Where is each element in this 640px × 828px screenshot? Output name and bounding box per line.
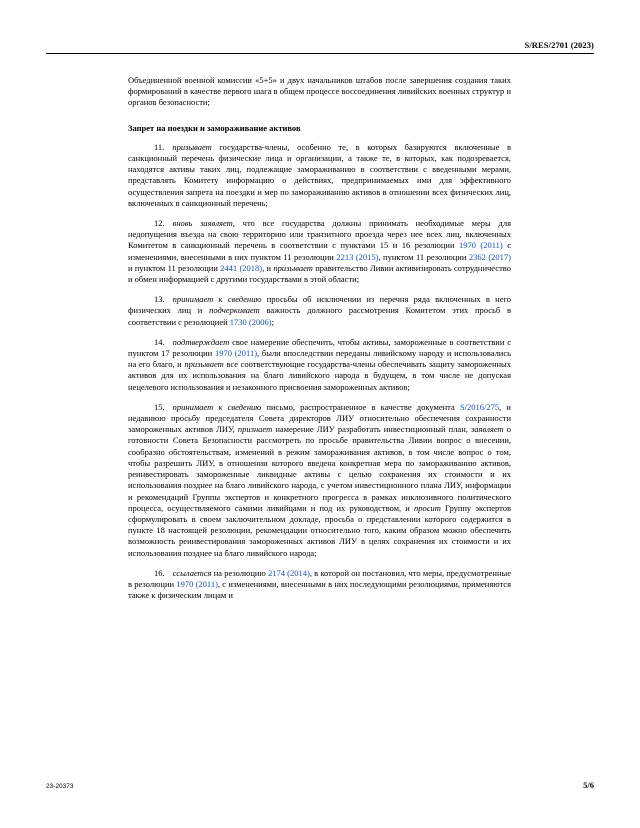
operative-verb: ссылается xyxy=(172,567,212,578)
document-body xyxy=(128,75,511,610)
document-link[interactable]: S/2016/275 xyxy=(459,401,500,412)
paragraph-number: 16. xyxy=(154,567,165,578)
operative-verb: призывает xyxy=(273,262,313,273)
resolution-link[interactable]: 1970 (2011) xyxy=(458,240,503,251)
operative-verb: призывает xyxy=(172,141,212,152)
operative-verb: принимает к сведению xyxy=(172,294,262,305)
paragraph-15: 15. принимает к сведению письмо, распространенное в качестве документа S/2016/275, и недавнюю просьбу председателя Совета директоров ЛИУ относительно обеспечения сохранности замороженных активов ЛИУ, признает намерение ЛИУ разработать инвестиционный план, заявляет о готовности Совета Безопасности рассмотреть по просьбе правительства Ливии вопрос о внесении, сообразно обстоятельствам, изменений в режим замораживания активов, в том числе вопрос о том, чтобы разрешить ЛИУ, в отношении которого введена конкретная мера по замораживанию активов, реинвестировать замороженные ликвидные активы с целью сохранения их стоимости и их использования позднее на благо ливийского народа, с учетом инвестиционного плана ЛИУ, информации и рекомендаций Группы экспертов и конкретного прогресса в рамках инклюзивного политического процесса, осуществляемого самими ливийцами и под их руководством, и просит Группу экспертов сформулировать в своем заключительном докладе, просьба о представлении которого содержится в пункте 18 настоящей резолюции, рекомендации относительно того, каким образом можно обеспечить возможность реинвестирования замороженных активов ЛИУ в целях сохранения их стоимости и их использования позднее на благо ливийского народа; xyxy=(128,401,512,558)
resolution-link[interactable]: 2174 (2014) xyxy=(268,567,310,578)
operative-verb: подчеркивает xyxy=(209,305,260,316)
resolution-link[interactable]: 1970 (2011) xyxy=(214,348,258,359)
operative-verb: вновь заявляет xyxy=(172,218,233,229)
resolution-link[interactable]: 2213 (2015) xyxy=(336,251,379,262)
paragraph-number: 13. xyxy=(154,294,165,305)
operative-verb: принимает к сведению xyxy=(172,401,262,412)
paragraph-14: 14. подтверждает свое намерение обеспечить, чтобы активы, замороженные в соответствии с пунктом 17 резолюции 1970 (2011), были впоследствии переданы ливийскому народу и использовались на его благо, и призывает все соответствующие государства-члены обеспечивать защиту замороженных активов для их использования на благо ливийского народа в будущем, в том числе не допуская нецелевого использования и незаконного присвоения замороженных активов; xyxy=(128,336,512,392)
paragraph-number: 11. xyxy=(154,141,165,152)
resolution-link[interactable]: 2362 (2017) xyxy=(468,251,512,262)
document-number: 23-20373 xyxy=(46,783,74,790)
paragraph-number: 12. xyxy=(154,218,165,229)
operative-verb: признает xyxy=(237,424,273,435)
resolution-link[interactable]: 2441 (2018) xyxy=(220,262,263,273)
paragraph-number: 14. xyxy=(154,336,165,347)
paragraph-12: 12. вновь заявляет, что все государства должны принимать необходимые меры для недопущения въезда на свою территорию или транзитного проезда через нее всех лиц, включенных Комитетом в санкционный перечень в соответствии с пунктами 15 и 16 резолюции 1970 (2011) с изменениями, внесенными в них пунктом 11 резолюции 2213 (2015), пунктом 11 резолюции 2362 (2017) и пунктом 11 резолюции 2441 (2018), и призывает правительство Ливии активизировать сотрудничество и обмен информацией с другими государствами в этой области; xyxy=(128,218,512,285)
page-number: 5/6 xyxy=(583,780,594,790)
section-heading: Запрет на поездки и замораживание активов xyxy=(128,122,301,133)
paragraph-13: 13. принимает к сведению просьбы об исключении из перечня ряда включенных в него физических лиц и подчеркивает важность должного рассмотрения Комитетом этих просьб в соответствии с резолюцией 1730 (2006); xyxy=(128,294,512,327)
resolution-link[interactable]: 1730 (2006) xyxy=(229,316,272,327)
operative-verb: подтверждает xyxy=(172,336,230,347)
paragraph-16: 16. ссылается на резолюцию 2174 (2014), в которой он постановил, что меры, предусмотренные в резолюции 1970 (2011), с изменениями, внесенными в них последующими резолюциями, применяются также к физическим лицам и xyxy=(128,567,511,601)
operative-verb: просит xyxy=(413,502,441,513)
paragraph-11: 11. призывает государства-члены, особенно те, в которых базируются включенные в санкционный перечень физические лица и организации, а также те, в которых, как подозревается, находятся активы таких лиц, подлежащие замораживанию в соответствии с введенными мерами, представлять Комитету информацию о действиях, предпринимаемых ими для эффективного осуществления запрета на поездки и мер по замораживанию активов в отношении всех физических лиц, включенных в санкционный перечень; xyxy=(128,141,511,208)
operative-verb: призывает xyxy=(184,359,224,370)
opening-paragraph: Объединенной военной комиссии «5+5» и двух начальников штабов после завершения создания таких формирований в качестве первого шага в общем процессе воссоединения ливийских военных структур и органов безопасности; xyxy=(128,75,511,108)
paragraph-number: 15. xyxy=(154,401,165,412)
operative-verb: заявляет xyxy=(470,424,504,435)
document-symbol: S/RES/2701 (2023) xyxy=(524,40,594,50)
header-rule xyxy=(46,53,594,54)
resolution-link[interactable]: 1970 (2011) xyxy=(176,578,218,589)
